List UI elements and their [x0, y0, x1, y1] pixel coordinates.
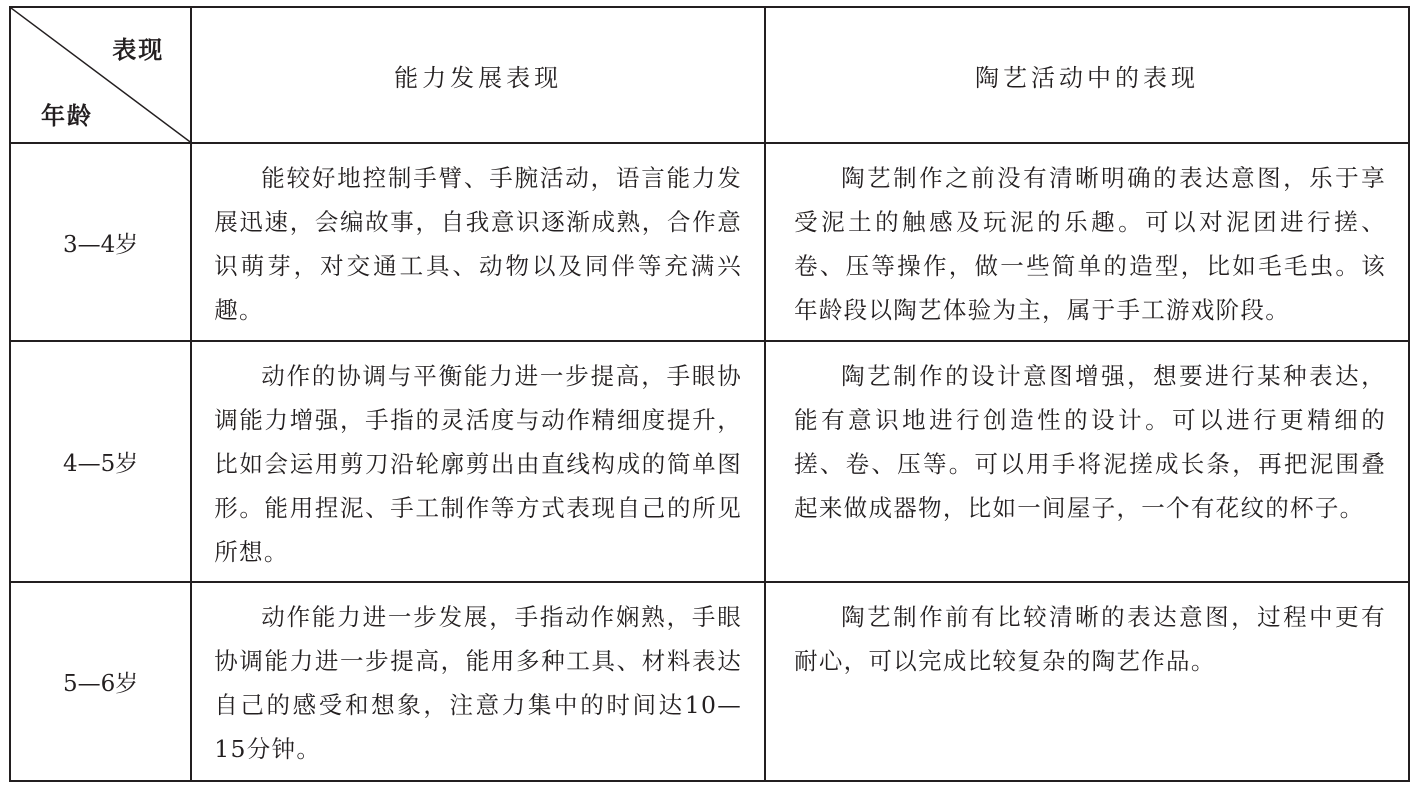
- age-cell: 4—5岁: [10, 341, 191, 582]
- diagonal-line: [11, 8, 190, 142]
- development-table: [9, 6, 1410, 782]
- ability-cell: 能较好地控制手臂、手腕活动，语言能力发展迅速，会编故事，自我意识逐渐成熟，合作意识萌芽，对交通工具、动物以及同伴等充满兴趣。: [191, 143, 765, 341]
- ability-cell: 动作的协调与平衡能力进一步提高，手眼协调能力增强，手指的灵活度与动作精细度提升，比如会运用剪刀沿轮廓剪出由直线构成的简单图形。能用捏泥、手工制作等方式表现自己的所见所想。: [191, 341, 765, 582]
- table-row: [10, 582, 1409, 781]
- column-header-ability: 能力发展表现: [191, 7, 765, 143]
- table-header-row: [10, 7, 1409, 143]
- pottery-cell: 陶艺制作前有比较清晰的表达意图，过程中更有耐心，可以完成比较复杂的陶艺作品。: [765, 582, 1409, 781]
- age-cell: 3—4岁: [10, 143, 191, 341]
- column-header-pottery: 陶艺活动中的表现: [765, 7, 1409, 143]
- diagonal-corner-cell: [10, 7, 191, 143]
- corner-label-age: 年龄: [41, 102, 93, 130]
- pottery-cell: 陶艺制作之前没有清晰明确的表达意图，乐于享受泥土的触感及玩泥的乐趣。可以对泥团进行搓、卷、压等操作，做一些简单的造型，比如毛毛虫。该年龄段以陶艺体验为主，属于手工游戏阶段。: [765, 143, 1409, 341]
- ability-cell: 动作能力进一步发展，手指动作娴熟，手眼协调能力进一步提高，能用多种工具、材料表达自己的感受和想象，注意力集中的时间达10—15分钟。: [191, 582, 765, 781]
- table-row: [10, 341, 1409, 582]
- pottery-cell: 陶艺制作的设计意图增强，想要进行某种表达，能有意识地进行创造性的设计。可以进行更精细的搓、卷、压等。可以用手将泥搓成长条，再把泥围叠起来做成器物，比如一间屋子，一个有花纹的杯子。: [765, 341, 1409, 582]
- age-cell: 5—6岁: [10, 582, 191, 781]
- corner-label-performance: 表现: [112, 36, 165, 64]
- development-table-container: [9, 6, 1410, 782]
- table-row: [10, 143, 1409, 341]
